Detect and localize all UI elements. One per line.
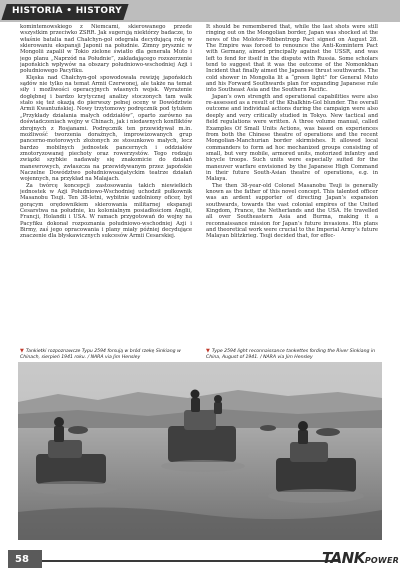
footer-rule [40, 560, 340, 562]
paragraph: Za twórcę koncepcji zastosowania takich niewielkich jednostek w Azji Południowo-Wschodniej uchodził pułkownik Masanobu Tsuji. Ten 38-letni, wybitnie uzdolniony oficer, był gorącym orędownikiem skierowania militarnej ekspansji Cesarstwa na południe, ku kolonialnym posiadłościom Anglii, Francji, Holandii i USA. W ramach przygotowań do wojny na Pacyfiku dokonał rozpoznania południowo-wschodniej Azji i Birmy, zaś jego opracowania i plany miały później decydujące znaczenie dla błyskawicznych sukcesów Armii Cesarskiej. [20, 182, 192, 240]
photo-caption-polish [20, 348, 194, 361]
paragraph: It should be remembered that, while the last shots were still ringing out on the Mongolian border, Japan was shocked at the news of the Molotov-Ribbentropp Pact signed on August 28. The Empire was forced to renounce the Anti-Komintern Pact with Germany, aimed principally against the USSR, and was left to fend for itself in the dispute with Russia. Some scholars tend to suggest that it was the outcome of the Nomonkhan Incident that finally aimed the Japanese thrust southwards. The cold shower in Mongolia lit a “green light” for General Muto and his Forward Southwards plan for expanding Japanese rule into Southeast Asia and the Southern Pacific. [206, 24, 378, 94]
paragraph: Japan’s own strength and operational capabilities were also re-assessed as a result of the Khalkhin-Gol blunder. The overall outcome and individual actions during the campaign were also deeply and very critically studied in Tokyo. New tactical and field regulations were written. A three volume manual, called Examples Of Small Units Actions, was based on experiences from both the Chinese theatre of operations and the recent Mongolian-Manchurian border skirmishes. It allowed local commanders to form ad hoc mechanized groups consisting of small, but very mobile, armored units, motorized infantry and bicycle troops. Such units were especially suited for the maneuver warfare envisioned by the Japanese High Command in their future South-Asian theatre of operations, e.g. in Malaya. [206, 93, 378, 183]
page-number: 58 [15, 554, 29, 565]
section-title: HISTORIA • HISTORY [12, 6, 122, 16]
caption-text: Type 2594 light reconnaissance tankettes fording the River Sinkiang in China, August of 1941. / NARA via Jim Hensley [206, 349, 376, 360]
paragraph: The then 38-year-old Colonel Masanobu Tsuji is generally known as the father of this novel concept. This talented officer was an ardent supporter of directing Japan’s expansion southwards, towards the vast colonial empires of the United Kingdom, France, the Netherlands and the USA. He travelled all over Southeastern Asia and Burma, making it a reconnaissance mission for Japan’s future invasions. His plans and theoretical work were crucial to the Imperial Army’s future Malayan blitzkrieg. Tsuji decided that, for effec- [206, 182, 378, 240]
tankpower-logo [322, 548, 399, 567]
caption-marker-icon: ▼ [206, 348, 210, 354]
logo-sub-text: POWER [364, 556, 399, 565]
photo-caption-english [206, 348, 382, 361]
page-footer [0, 540, 400, 576]
caption-text: Tankietki rozpoznawcze Typu 2594 forsują w bród rzekę Sinkiang w Chinach, sierpień 1941 roku. / NARA via Jim Hensley [20, 349, 181, 360]
english-text-column [206, 24, 378, 346]
paragraph: Klęska nad Chałchyn-goł spowodowała rewizję japońskich sądów nie tylko na temat Armii Czerwonej, ale także na temat siły i możliwości operacyjnych własnych wojsk. Wyrażenie dogłębnej i bardzo krytycznej analizy stoczonych tam walk stało się też okazją do pierwszy pełnej oceny w Dowództwie Armii Kwantuńskiej. Nowy trzytomowy podręcznik pod tytułem „Przykłady działania małych oddziałów”, oparto zarówno na doświadczeniach wojny w Chinach, jak i niedawnych konfliktów zbrojnych z Rosjanami. Podręcznik ten przewidywał m.in. możliwość tworzenia doraźnych, improwizowanych grup pancerno-motorowych złożonych ze stosunkowo małych, lecz bardzo mobilnych jednostek pancernych i oddziałów zmotoryzowanej piechoty oraz rowerzystów. Tego rodzaju związki szybkie nadawały się znakomicie do działań manewrowych, zwłaszcza na przewidywanym przez japońskie Naczelne Dowództwo południowoazjatyckim teatrze działań wojennych, na przykład na Malajach. [20, 74, 192, 183]
paragraph: komintemowskiego z Niemcami, skierowanego przede wszystkim przeciwko ZSRR. Jak sugerują niektórzy badacze, to właśnie batalia nad Chałchyn-goł odegrała decydującą rolę w skierowaniu ekspansji Japonii na południe. Zimny prysznic w Mongolii zapalił w Tokio zielone światło dla generała Muto i jego planu „Naprzód na Południe”, zakładającego rozszerzenie japońskich wpływów na obszary południowo-wschodniej Azji i południowego Pacyfiku. [20, 24, 192, 75]
caption-marker-icon: ▼ [20, 348, 24, 354]
logo-main-text: TANK [322, 549, 365, 567]
polish-text-column [20, 24, 192, 346]
tankettes-photo [18, 362, 382, 540]
